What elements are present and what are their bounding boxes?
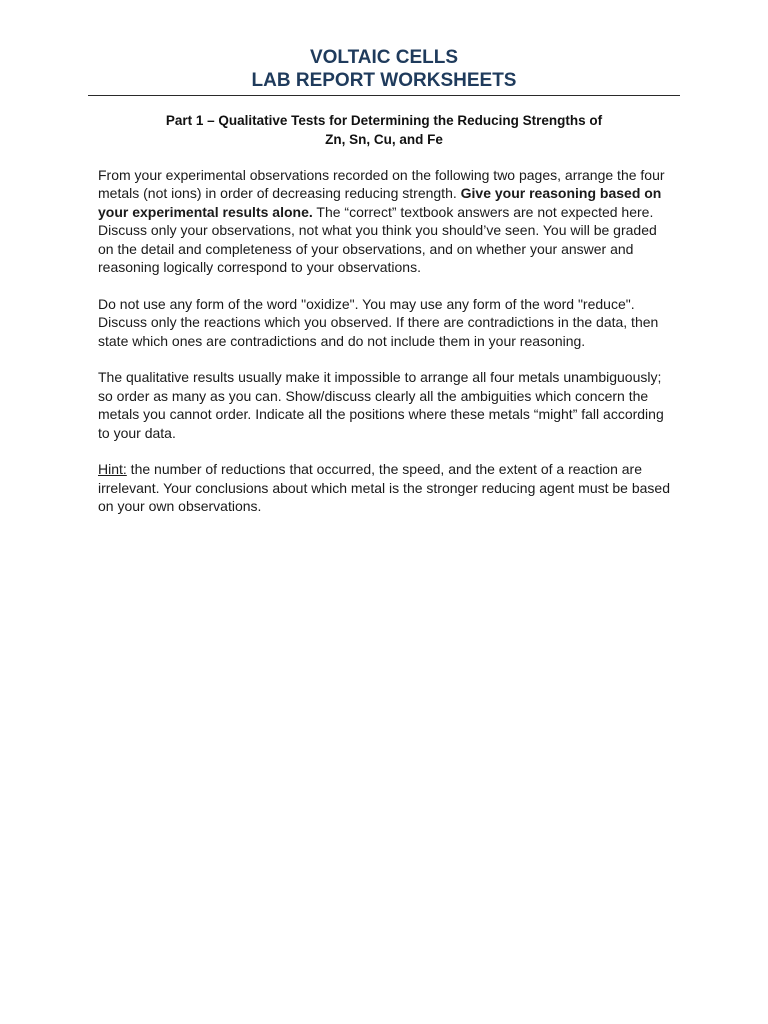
paragraph-ambiguities: The qualitative results usually make it impossible to arrange all four metals unambiguously; so order as many as you can. Show/discuss clearly all the ambiguities which concern the metals you cannot order. Indicate all the positions where these metals “might” fall according to your data. xyxy=(98,369,664,441)
part-heading xyxy=(98,111,670,149)
instructions-body xyxy=(98,166,674,534)
paragraph-1-bold: Give your reasoning based on your experimental results alone. xyxy=(98,185,662,220)
part-heading-line-1: Part 1 – Qualitative Tests for Determining the Reducing Strengths of xyxy=(165,113,603,128)
title-divider xyxy=(88,95,680,96)
paragraph-hint xyxy=(98,460,674,515)
title-line-1: VOLTAIC CELLS xyxy=(309,47,459,68)
paragraph-1-text-a: From your experimental observations recorded on the following two pages, arrange the four metals (not ions) in order of decreasing reducing strength. xyxy=(98,167,665,202)
hint-label: Hint: xyxy=(98,461,127,478)
paragraph-1-text-b: The “correct” textbook answers are not expected here. Discuss only your observations, not what you think you should’ve seen. You will be graded on the detail and completeness of your observations, and on whether your answer and reasoning logically correspond to your observations. xyxy=(98,203,657,276)
part-heading-line-2: Zn, Sn, Cu, and Fe xyxy=(325,132,443,147)
paragraph-word-rules: Do not use any form of the word "oxidize". You may use any form of the word "reduce". Discuss only the reactions which you observed. If there are contradictions in the data, then state which ones are contradictions and do not include them in your reasoning. xyxy=(98,295,659,349)
document-title xyxy=(88,46,680,92)
title-line-2: LAB REPORT WORKSHEETS xyxy=(251,70,517,91)
hint-text: the number of reductions that occurred, the speed, and the extent of a reaction are irrelevant. Your conclusions about which metal is the stronger reducing agent must be based on your own observations. xyxy=(98,461,671,515)
paragraph-instructions xyxy=(98,166,674,276)
